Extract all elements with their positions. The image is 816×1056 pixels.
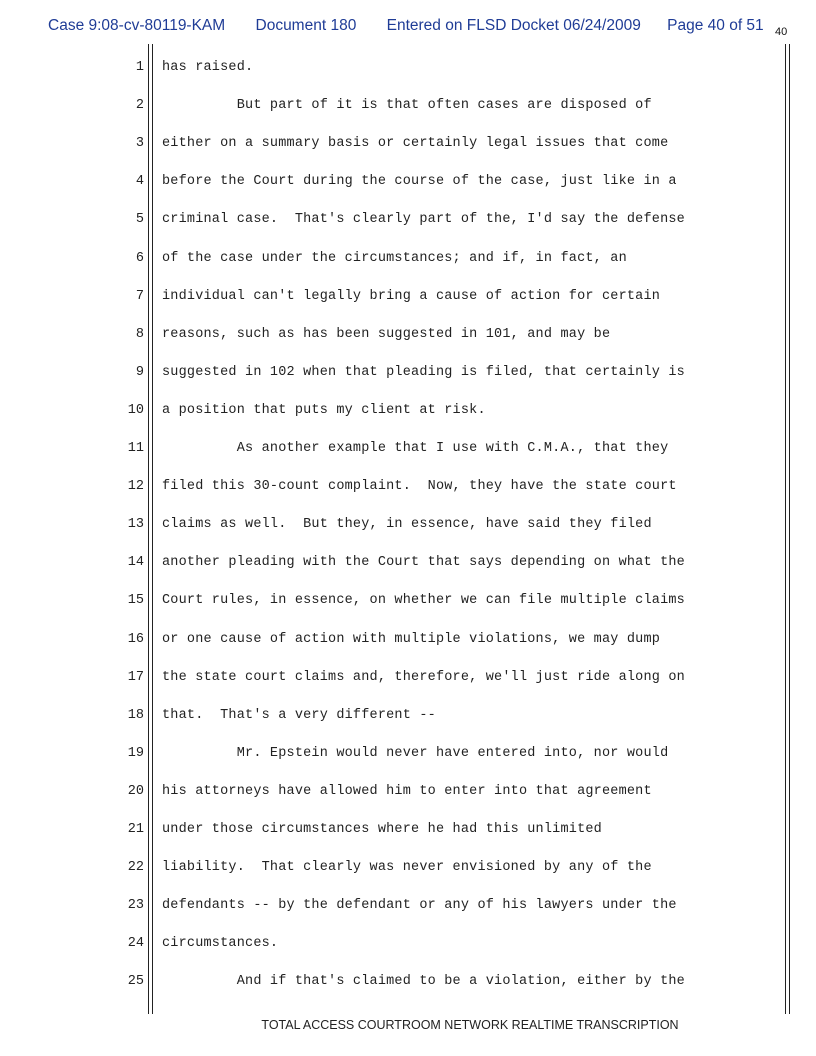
document-number: Document 180 xyxy=(255,17,357,34)
line-number: 3 xyxy=(135,136,144,152)
line-number: 25 xyxy=(127,974,144,990)
line-text: another pleading with the Court that says depending on what the xyxy=(162,555,685,571)
line-number: 17 xyxy=(127,669,144,685)
transcript-line xyxy=(0,96,816,116)
line-number: 19 xyxy=(127,745,144,761)
docket-entry-date: Entered on FLSD Docket 06/24/2009 xyxy=(386,17,641,34)
transcript-line xyxy=(0,896,816,916)
line-number: 2 xyxy=(135,98,144,114)
line-text: has raised. xyxy=(162,60,254,75)
line-text: his attorneys have allowed him to enter into that agreement xyxy=(162,783,652,799)
line-text: of the case under the circumstances; and if, in fact, an xyxy=(162,250,627,266)
case-number: Case 9:08-cv-80119-KAM xyxy=(48,17,226,34)
transcript-line xyxy=(0,287,816,307)
line-number: 15 xyxy=(127,593,144,609)
line-number: 11 xyxy=(127,441,144,456)
transcript-line xyxy=(0,972,816,992)
line-text: under those circumstances where he had this unlimited xyxy=(162,822,602,837)
line-text: that. That's a very different -- xyxy=(162,707,436,723)
line-number: 6 xyxy=(135,250,144,266)
line-number: 5 xyxy=(135,212,144,228)
transcript-line xyxy=(0,934,816,954)
transcript-line xyxy=(0,401,816,421)
line-text: But part of it is that often cases are disposed of xyxy=(162,98,652,114)
transcript-line xyxy=(0,210,816,230)
line-text: criminal case. That's clearly part of the, I'd say the defense xyxy=(162,212,685,228)
line-number: 14 xyxy=(127,555,144,571)
docket-header xyxy=(48,17,764,35)
line-text: circumstances. xyxy=(162,936,279,952)
line-text: And if that's claimed to be a violation, either by the xyxy=(162,974,685,990)
line-text: claims as well. But they, in essence, have said they filed xyxy=(162,517,652,533)
line-number: 24 xyxy=(127,936,144,952)
line-number: 10 xyxy=(127,402,144,418)
line-number: 16 xyxy=(127,631,144,647)
line-number: 18 xyxy=(127,707,144,723)
line-text: defendants -- by the defendant or any of his lawyers under the xyxy=(162,898,677,914)
transcript-line xyxy=(0,553,816,573)
transcript-line xyxy=(0,363,816,383)
line-number: 23 xyxy=(127,898,144,914)
line-text: As another example that I use with C.M.A., that they xyxy=(162,441,669,456)
line-number: 20 xyxy=(127,783,144,799)
line-text: or one cause of action with multiple violations, we may dump xyxy=(162,631,661,647)
line-number: 4 xyxy=(135,174,144,190)
line-number: 13 xyxy=(127,517,144,533)
line-number: 7 xyxy=(135,288,144,304)
line-text: a position that puts my client at risk. xyxy=(162,402,486,418)
page-indicator: Page 40 of 51 xyxy=(667,17,764,34)
transcript-line xyxy=(0,439,816,459)
line-number: 8 xyxy=(135,326,144,342)
line-text: before the Court during the course of the case, just like in a xyxy=(162,174,677,190)
line-number: 12 xyxy=(127,479,144,495)
line-text: either on a summary basis or certainly legal issues that come xyxy=(162,136,669,152)
transcript-line xyxy=(0,744,816,764)
transcript-line xyxy=(0,706,816,726)
transcript-line xyxy=(0,858,816,878)
transcript-line xyxy=(0,172,816,192)
transcript-line xyxy=(0,477,816,497)
line-text: reasons, such as has been suggested in 101, and may be xyxy=(162,326,611,342)
line-number: 22 xyxy=(127,860,144,876)
transcript-page-number: 40 xyxy=(775,26,788,38)
transcript-line xyxy=(0,325,816,345)
line-text: liability. That clearly was never envisioned by any of the xyxy=(162,860,652,876)
transcript-line xyxy=(0,630,816,650)
line-number: 1 xyxy=(135,60,144,75)
line-text: the state court claims and, therefore, we'll just ride along on xyxy=(162,669,685,685)
transcript-line xyxy=(0,249,816,269)
transcript-line xyxy=(0,515,816,535)
line-text: filed this 30-count complaint. Now, they have the state court xyxy=(162,479,677,495)
line-number: 21 xyxy=(127,822,144,837)
transcript-line xyxy=(0,668,816,688)
line-text: Court rules, in essence, on whether we can file multiple claims xyxy=(162,593,685,609)
line-text: individual can't legally bring a cause of action for certain xyxy=(162,288,661,304)
line-text: Mr. Epstein would never have entered into, nor would xyxy=(162,745,669,761)
transcript-line xyxy=(0,591,816,611)
line-number: 9 xyxy=(135,364,144,380)
transcription-footer: TOTAL ACCESS COURTROOM NETWORK REALTIME TRANSCRIPTION xyxy=(261,1018,679,1032)
transcript-line xyxy=(0,820,816,840)
transcript-line xyxy=(0,58,816,78)
transcript-line xyxy=(0,134,816,154)
transcript-line xyxy=(0,782,816,802)
line-text: suggested in 102 when that pleading is filed, that certainly is xyxy=(162,364,685,380)
